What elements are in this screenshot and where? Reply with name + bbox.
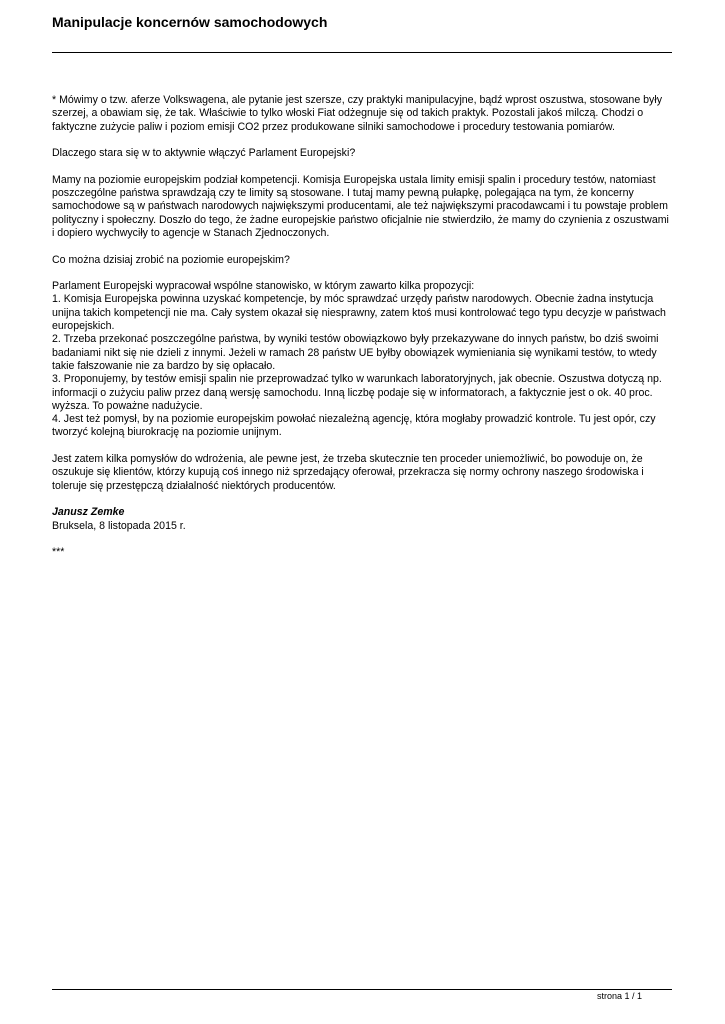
footer-divider [52, 989, 672, 990]
header-divider [52, 52, 672, 53]
section-separator: *** [52, 546, 65, 559]
article-body [52, 94, 672, 573]
conclusion-paragraph: Jest zatem kilka pomysłów do wdrożenia, ale pewne jest, że trzeba skutecznie ten proceder uniemożliwić, bo powoduje on, że oszukuje się klientów, którzy kupują coś innego niż sprzedający oferował, przekracza się normy ochrony naszego środowiska i toleruje się przestępczą działalność niektórych producentów. [52, 453, 644, 492]
signature-block [52, 506, 672, 533]
author-name: Janusz Zemke [52, 506, 125, 519]
answer-paragraph-1: Mamy na poziomie europejskim podział kompetencji. Komisja Europejska ustala limity emisji spalin i procedury testów, natomiast poszczególne państwa sprawdzają czy te limity są stosowane. I tutaj mamy pewną pułapkę, polegająca na tym, że koncerny samochodowe są w państwach narodowych największymi producentami, ale też największymi pracodawcami i tu powstaje problem polityczny i społeczny. Doszło do tego, że żadne europejskie państwo oficjalnie nie stwierdziło, że mamy do czynienia z oszustwami i dopiero wychwyciły to agencje w Stanach Zjednoczonych. [52, 173, 669, 239]
place-date: Bruksela, 8 listopada 2015 r. [52, 519, 186, 532]
intro-paragraph: * Mówimy o tzw. aferze Volkswagena, ale pytanie jest szersze, czy praktyki manipulacyjne, bądź wprost oszustwa, stosowane były szerzej, a obawiam się, że tak. Właściwie to tylko włoski Fiat odżegnuje się od takich praktyk. Pozostali jakoś milczą. Chodzi o faktyczne zużycie paliw i poziom emisji CO2 przez produkowane silniki samochodowe i procedury testowania pomiarów. [52, 94, 662, 133]
question-paragraph-2: Co można dzisiaj zrobić na poziomie europejskim? [52, 253, 290, 266]
proposals-paragraph [52, 280, 672, 440]
proposal-item: 2. Trzeba przekonać poszczególne państwa, by wyniki testów obowiązkowo były przekazywane do innych państw, bo dziś swoimi badaniami nikt się nie dzieli z innymi. Jeżeli w ramach 28 państw UE byłby obowiązek wymieniania się wynikami testów, to wtedy takie fałszowanie nie za bardzo by się opłacało. [52, 333, 659, 372]
question-paragraph-1: Dlaczego stara się w to aktywnie włączyć Parlament Europejski? [52, 147, 356, 160]
proposal-item: 4. Jest też pomysł, by na poziomie europejskim powołać niezależną agencję, która mogłaby prowadzić kontrole. Tu jest opór, czy tworzyć kolejną biurokrację na poziomie unijnym. [52, 413, 656, 439]
proposal-item: 1. Komisja Europejska powinna uzyskać kompetencje, by móc sprawdzać urzędy państw narodowych. Obecnie żadna instytucja unijna takich kompetencji nie ma. Cały system okazał się niesprawny, zatem ktoś musi kontrolować tego typu decyzje w państwach europejskich. [52, 293, 666, 333]
page-number: strona 1 / 1 [596, 991, 642, 1001]
page-title: Manipulacje koncernów samochodowych [52, 14, 328, 30]
proposal-item: 3. Proponujemy, by testów emisji spalin nie przeprowadzać tylko w warunkach laboratoryjnych, jak obecnie. Oszustwa dotyczą np. informacji o zużyciu paliw przez daną wersję samochodu. Inną liczbę podaje się w informatorach, a faktycznie jest o ok. 40 proc. wyższa. To poważne nadużycie. [52, 373, 662, 412]
proposals-intro: Parlament Europejski wypracował wspólne stanowisko, w którym zawarto kilka propozycji: [52, 280, 475, 293]
